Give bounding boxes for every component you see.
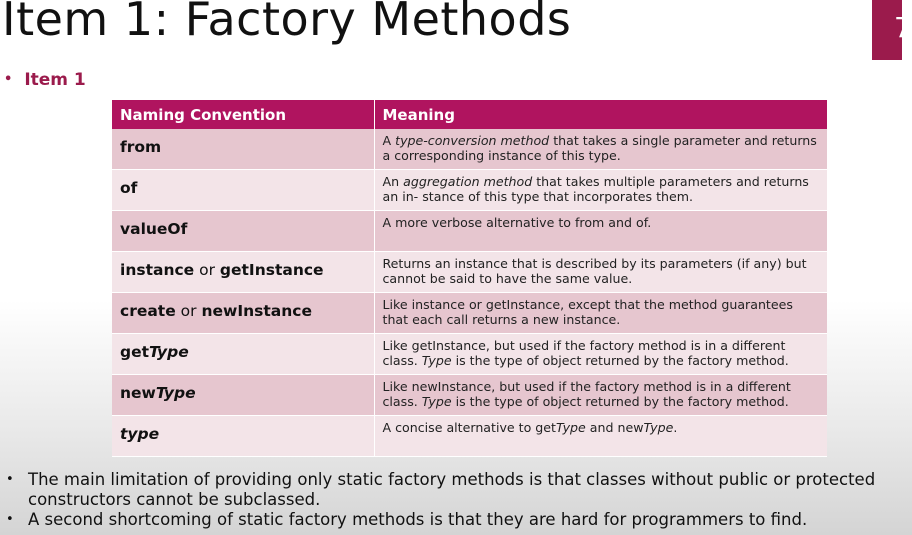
term-text: of (120, 179, 138, 197)
meaning-text: is the type of object returned by the factory method. (451, 394, 789, 409)
term-cell (112, 375, 374, 416)
meaning-text: that takes multiple parameters and returns an in- stance of this type that incorporates them. (382, 174, 809, 204)
meaning-emphasis: Type (643, 420, 674, 435)
meaning-text: A more verbose alternative to from and of. (382, 215, 652, 230)
meaning-cell (374, 129, 827, 170)
meaning-cell (374, 252, 827, 293)
meaning-emphasis: Type (421, 394, 452, 409)
term-or: or (194, 261, 220, 279)
term-cell (112, 293, 374, 334)
term-emphasis: Type (149, 343, 189, 361)
term-or: or (175, 302, 202, 320)
list-item (6, 510, 902, 530)
term-cell (112, 170, 374, 211)
meaning-cell (374, 170, 827, 211)
term-cell (112, 416, 374, 457)
term-text: get (120, 343, 150, 361)
table-row (112, 416, 827, 457)
meaning-cell (374, 416, 827, 457)
meaning-text: An (382, 174, 404, 189)
term-text: create (120, 302, 176, 320)
meaning-text: that takes a single parameter and returns a corresponding instance of this type. (382, 133, 817, 163)
meaning-text: . (673, 420, 678, 435)
meaning-emphasis: type-conversion method (395, 133, 550, 148)
meaning-text: and new (585, 420, 644, 435)
table-row (112, 129, 827, 170)
table-row (112, 252, 827, 293)
meaning-text: Returns an instance that is described by its parameters (if any) but cannot be said to have the same value. (382, 256, 807, 286)
term-text: instance (120, 261, 195, 279)
bullet-text: A second shortcoming of static factory methods is that they are hard for programmers to find. (28, 510, 808, 529)
term-cell (112, 252, 374, 293)
term-emphasis: Type (155, 384, 196, 402)
term-text: getInstance (219, 261, 324, 279)
naming-conventions-table (112, 100, 827, 457)
term-cell (112, 211, 374, 252)
bullet-icon: • (4, 72, 13, 87)
term-text: valueOf (120, 220, 188, 238)
meaning-cell (374, 334, 827, 375)
meaning-emphasis: Type (421, 353, 452, 368)
slide-title: Item 1: Factory Methods (2, 0, 572, 46)
meaning-text: Like instance or getInstance, except that the method guarantees that each call returns a new instance. (382, 297, 793, 327)
list-item (6, 470, 902, 510)
table-header-row (112, 100, 827, 129)
table-row (112, 375, 827, 416)
meaning-emphasis: aggregation method (403, 174, 533, 189)
meaning-text: Like getInstance, but used if the factory method is in a different class. (382, 338, 786, 368)
header-meaning: Meaning (374, 100, 827, 129)
bullet-icon: • (6, 472, 14, 487)
header-naming-convention: Naming Convention (112, 100, 374, 129)
meaning-text: is the type of object returned by the factory method. (451, 353, 789, 368)
meaning-cell (374, 375, 827, 416)
term-emphasis: type (120, 425, 160, 443)
meaning-text: A concise alternative to get (382, 420, 556, 435)
meaning-text: A (382, 133, 396, 148)
meaning-emphasis: Type (556, 420, 586, 435)
table-row (112, 293, 827, 334)
bullet-list (6, 470, 902, 530)
meaning-cell (374, 211, 827, 252)
bullet-text: The main limitation of providing only static factory methods is that classes without public or protected constructors cannot be subclassed. (28, 470, 876, 509)
term-cell (112, 334, 374, 375)
subheading (4, 70, 86, 90)
bullet-icon: • (6, 512, 14, 527)
slide-number: 7 (872, 0, 902, 60)
subheading-text: Item 1 (24, 70, 86, 90)
term-text: new (120, 384, 156, 402)
term-text: from (120, 138, 162, 156)
table-row (112, 211, 827, 252)
meaning-cell (374, 293, 827, 334)
meaning-text: Like newInstance, but used if the factory method is in a different class. (382, 379, 791, 409)
table-row (112, 334, 827, 375)
table-row (112, 170, 827, 211)
term-cell (112, 129, 374, 170)
term-text: newInstance (201, 302, 312, 320)
